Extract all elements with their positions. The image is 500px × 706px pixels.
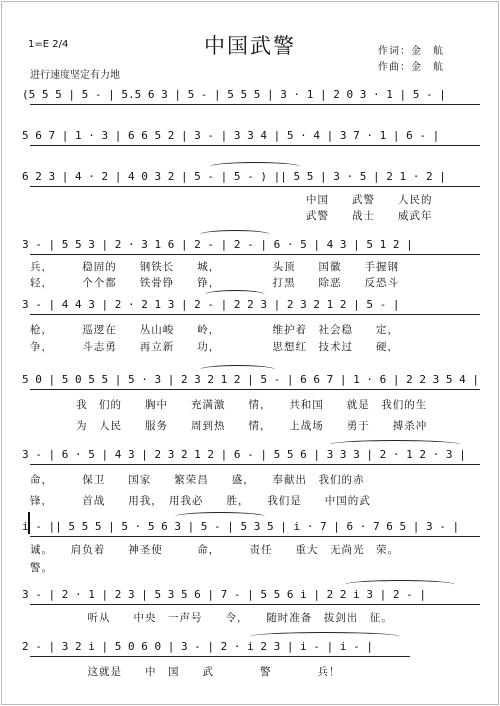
- song-title: 中国武警: [204, 34, 296, 58]
- notation-line-6: 5 0 | 5 0 5 5 | 5 · 3 | 2 3 2 1 2 | 5 - | 6 6 7 | 1 · 6 | 2 2 3 5 4 |: [22, 373, 479, 386]
- lyric-verse-2-line-6: 为 人民 服务 周到热 情， 上战场 勇于 搏杀冲: [30, 420, 428, 432]
- lyric-verse-1-line-7: 命， 保卫 国家 繁荣昌 盛， 奉献出 我们的赤: [30, 474, 365, 486]
- lyric-verse-2-line-3: 武警 战士 威武年: [30, 210, 433, 222]
- lyric-verse-1-line-5: 枪， 巡逻在 丛山峻 岭， 维护着 社会稳 定，: [30, 324, 399, 336]
- notation-line-3: 6 2 3 | 4 · 2 | 4 0 3 2 | 5 - | 5 - ) || 5 5 | 3 · 5 | 2 1 · 2 |: [22, 170, 446, 183]
- beam-line: [30, 314, 480, 315]
- composer-credit: 作曲：金 航: [378, 62, 444, 73]
- beam-line: [30, 604, 480, 605]
- beam-line: [30, 536, 480, 537]
- lyric-verse-1-line-4: 兵， 稳固的 钢铁长 城， 头顶 国徽 手握钢: [30, 261, 399, 273]
- lyricist-credit: 作词：金 航: [378, 46, 444, 57]
- beam-line: [30, 389, 480, 390]
- notation-line-1: (5 5 5 | 5 - | 5.5 6 3 | 5 - | 5 5 5 | 3 · 1 | 2 0 3 · 1 | 5 - |: [22, 88, 446, 101]
- notation-line-2: 5 6 7 | 1 · 3 | 6 6 5 2 | 3 - | 3 3 4 | 5 · 4 | 3 7 · 1 | 6 - |: [22, 129, 440, 142]
- lyric-verse-2-line-7: 锋， 首战 用我， 用我必 胜， 我们是 中国的武: [30, 495, 371, 507]
- notation-line-7: 3 - | 6 · 5 | 4 3 | 2 3 2 1 2 | 6 - | 5 5 6 | 3 3 3 | 2 · 1 2 · 3 |: [22, 448, 466, 461]
- notation-line-5: 3 - | 4 4 3 | 2 · 2 1 3 | 2 - | 2 2 3 | 2 3 2 1 2 | 5 - |: [22, 298, 400, 311]
- beam-line: [30, 254, 480, 255]
- notation-line-4: 3 - | 5 5 3 | 2 · 3 1 6 | 2 - | 2 - | 6 · 5 | 4 3 | 5 1 2 |: [22, 238, 413, 251]
- notation-line-9: 3 - | 2 · 1 | 2 3 | 5 3 5 6 | 7 - | 5 5 6 i | 2 2 i 3 | 2 - |: [22, 588, 426, 601]
- notation-line-8: i - || 5 5 5 | 5 · 5 6 3 | 5 - | 5 3 5 | i · 7 | 6 · 7 6 5 | 3 - |: [22, 520, 460, 533]
- lyric-verse-1-line-6: 我 们的 胸中 充满激 情， 共和国 就是 我们的生: [30, 399, 428, 411]
- lyric-verse-1-line-8: 诚。 肩负着 神圣使 命， 责任 重大 无尚光 荣。: [30, 544, 399, 556]
- lyric-line-10: 这就是 中 国 武 警 兵！: [30, 666, 341, 678]
- beam-line: [30, 145, 480, 146]
- notation-line-10: 2 - | 3 2 i | 5 0 6 0 | 3 - | 2 · i 2 3 | i - | i - |: [22, 640, 373, 653]
- key-signature: 1=E 2/4: [28, 39, 69, 50]
- lyric-verse-1-line-3: 中国 武警 人民的: [30, 194, 433, 206]
- beam-line: [30, 104, 480, 105]
- lyric-verse-2-line-4: 轻， 个个都 铁骨铮 铮， 打黑 除恶 反恐斗: [30, 277, 399, 289]
- lyric-verse-2-line-5: 争， 斗志勇 再立新 功， 思想红 技术过 硬，: [30, 341, 399, 353]
- lyric-verse-2-line-8: 警。: [30, 562, 53, 574]
- lyric-line-9: 听从 中央 一声号 令， 随时准备 拔剑出 征。: [30, 612, 393, 624]
- beam-line: [30, 464, 480, 465]
- tempo-marking: 进行速度坚定有力地: [30, 70, 120, 81]
- beam-line: [30, 656, 410, 657]
- beam-line: [30, 186, 480, 187]
